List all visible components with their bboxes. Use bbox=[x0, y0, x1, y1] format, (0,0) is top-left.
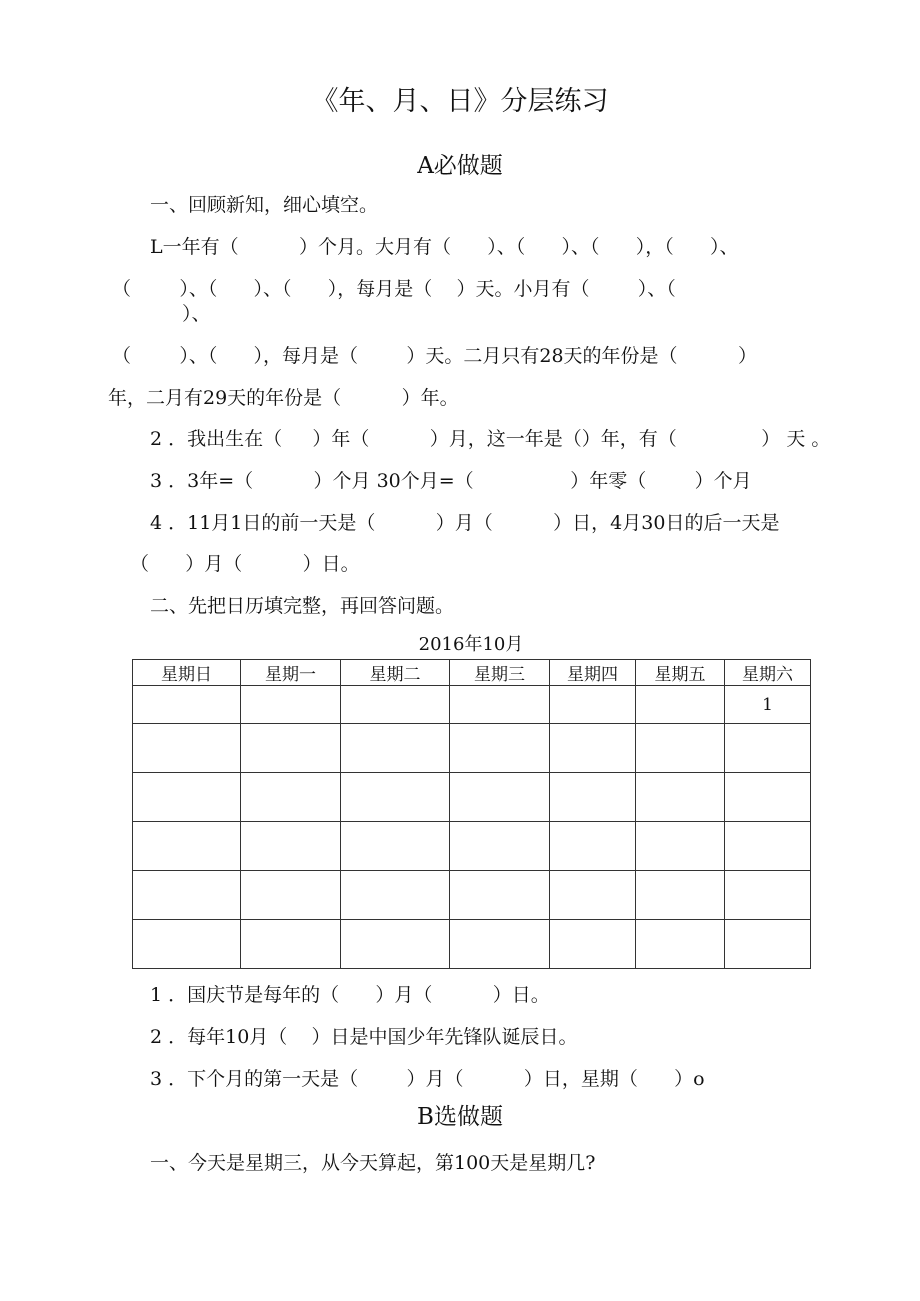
calendar-table bbox=[132, 659, 811, 969]
calendar-cell[interactable] bbox=[636, 724, 725, 773]
calendar-week-row bbox=[133, 871, 811, 920]
q3-text: 3 ．3年=（ ）个月 30个月=（ ）年零（ ）个月 bbox=[150, 470, 752, 492]
calendar-question-1: 1 ．国庆节是每年的（ ）月（ ）日。 bbox=[150, 984, 550, 1006]
part1-heading: 一、回顾新知，细心填空。 bbox=[150, 194, 379, 216]
calendar-cell[interactable] bbox=[133, 871, 241, 920]
calendar-cell[interactable] bbox=[133, 773, 241, 822]
q1-line4: （ ）、（ ），每月是（ ）天。二月只有28天的年份是（ ） bbox=[112, 345, 757, 367]
calendar-cell[interactable] bbox=[341, 920, 450, 969]
calendar-question-3: 3 ．下个月的第一天是（ ）月（ ）日，星期（ ）o bbox=[150, 1068, 705, 1090]
calendar-cell[interactable] bbox=[725, 724, 811, 773]
calendar-cell[interactable] bbox=[133, 724, 241, 773]
calendar-cell[interactable] bbox=[550, 724, 636, 773]
calendar-cell[interactable] bbox=[133, 920, 241, 969]
calendar-cell[interactable] bbox=[450, 822, 550, 871]
calendar-cell[interactable] bbox=[341, 724, 450, 773]
calendar-cell[interactable] bbox=[241, 724, 341, 773]
section-b-heading: B选做题 bbox=[417, 1104, 503, 1130]
calendar-cell[interactable] bbox=[636, 871, 725, 920]
calendar-cell[interactable] bbox=[550, 871, 636, 920]
calendar-cell[interactable] bbox=[341, 773, 450, 822]
calendar-cell[interactable] bbox=[450, 773, 550, 822]
calendar-week-row bbox=[133, 724, 811, 773]
weekday-header: 星期二 bbox=[341, 660, 450, 686]
calendar-cell[interactable] bbox=[550, 920, 636, 969]
weekday-header: 星期日 bbox=[133, 660, 241, 686]
weekday-header: 星期一 bbox=[241, 660, 341, 686]
page-title: 《年、月、日》分层练习 bbox=[311, 86, 609, 117]
calendar-cell[interactable] bbox=[725, 773, 811, 822]
calendar-cell[interactable] bbox=[636, 773, 725, 822]
calendar-week-row bbox=[133, 686, 811, 724]
calendar-cell[interactable] bbox=[636, 822, 725, 871]
calendar-cell[interactable] bbox=[550, 822, 636, 871]
calendar-cell[interactable] bbox=[133, 686, 241, 724]
calendar-cell[interactable] bbox=[550, 686, 636, 724]
calendar-cell[interactable] bbox=[341, 822, 450, 871]
calendar-header-row bbox=[133, 660, 811, 686]
weekday-header: 星期四 bbox=[550, 660, 636, 686]
calendar-cell[interactable] bbox=[450, 724, 550, 773]
calendar-cell[interactable] bbox=[636, 686, 725, 724]
section-a-heading: A必做题 bbox=[417, 153, 503, 179]
q2-text: 2 ．我出生在（ ）年（ ）月，这一年是（）年，有（ ） 天 。 bbox=[150, 428, 831, 450]
calendar-question-2: 2 ．每年10月（ ）日是中国少年先锋队诞辰日。 bbox=[150, 1026, 578, 1048]
calendar-week-row bbox=[133, 822, 811, 871]
calendar-cell[interactable] bbox=[725, 822, 811, 871]
q4-line2: （ ）月（ ）日。 bbox=[130, 553, 360, 575]
calendar-cell[interactable] bbox=[241, 822, 341, 871]
q1-line1: L一年有（ ）个月。大月有（ ）、（ ）、（ ），（ ）、 bbox=[150, 236, 739, 258]
calendar-cell[interactable] bbox=[241, 686, 341, 724]
calendar-cell[interactable] bbox=[725, 920, 811, 969]
q1-line5: 年，二月有29天的年份是（ ）年。 bbox=[108, 387, 459, 409]
calendar-cell[interactable] bbox=[725, 871, 811, 920]
part2-heading: 二、先把日历填完整，再回答问题。 bbox=[150, 595, 455, 617]
calendar-cell[interactable] bbox=[133, 822, 241, 871]
calendar-cell[interactable] bbox=[450, 871, 550, 920]
calendar-cell[interactable] bbox=[550, 773, 636, 822]
calendar-cell[interactable] bbox=[341, 871, 450, 920]
calendar-week-row bbox=[133, 920, 811, 969]
b-question-1: 一、今天是星期三，从今天算起，第100天是星期几? bbox=[150, 1152, 596, 1174]
calendar-cell[interactable] bbox=[241, 871, 341, 920]
weekday-header: 星期五 bbox=[636, 660, 725, 686]
calendar-caption: 2016年10月 bbox=[418, 634, 524, 655]
weekday-header: 星期六 bbox=[725, 660, 811, 686]
q1-line3: ）、 bbox=[182, 303, 211, 325]
calendar-cell[interactable] bbox=[241, 920, 341, 969]
q4-line1: 4 ．11月1日的前一天是（ ）月（ ）日，4月30日的后一天是 bbox=[150, 512, 780, 534]
weekday-header: 星期三 bbox=[450, 660, 550, 686]
calendar-cell[interactable] bbox=[241, 773, 341, 822]
calendar-cell[interactable]: 1 bbox=[725, 686, 811, 724]
calendar-cell[interactable] bbox=[341, 686, 450, 724]
calendar-cell[interactable] bbox=[450, 686, 550, 724]
calendar-week-row bbox=[133, 773, 811, 822]
q1-line2: （ ）、（ ）、（ ），每月是（ ）天。小月有（ ）、（ bbox=[112, 278, 676, 300]
calendar-cell[interactable] bbox=[450, 920, 550, 969]
calendar-cell[interactable] bbox=[636, 920, 725, 969]
